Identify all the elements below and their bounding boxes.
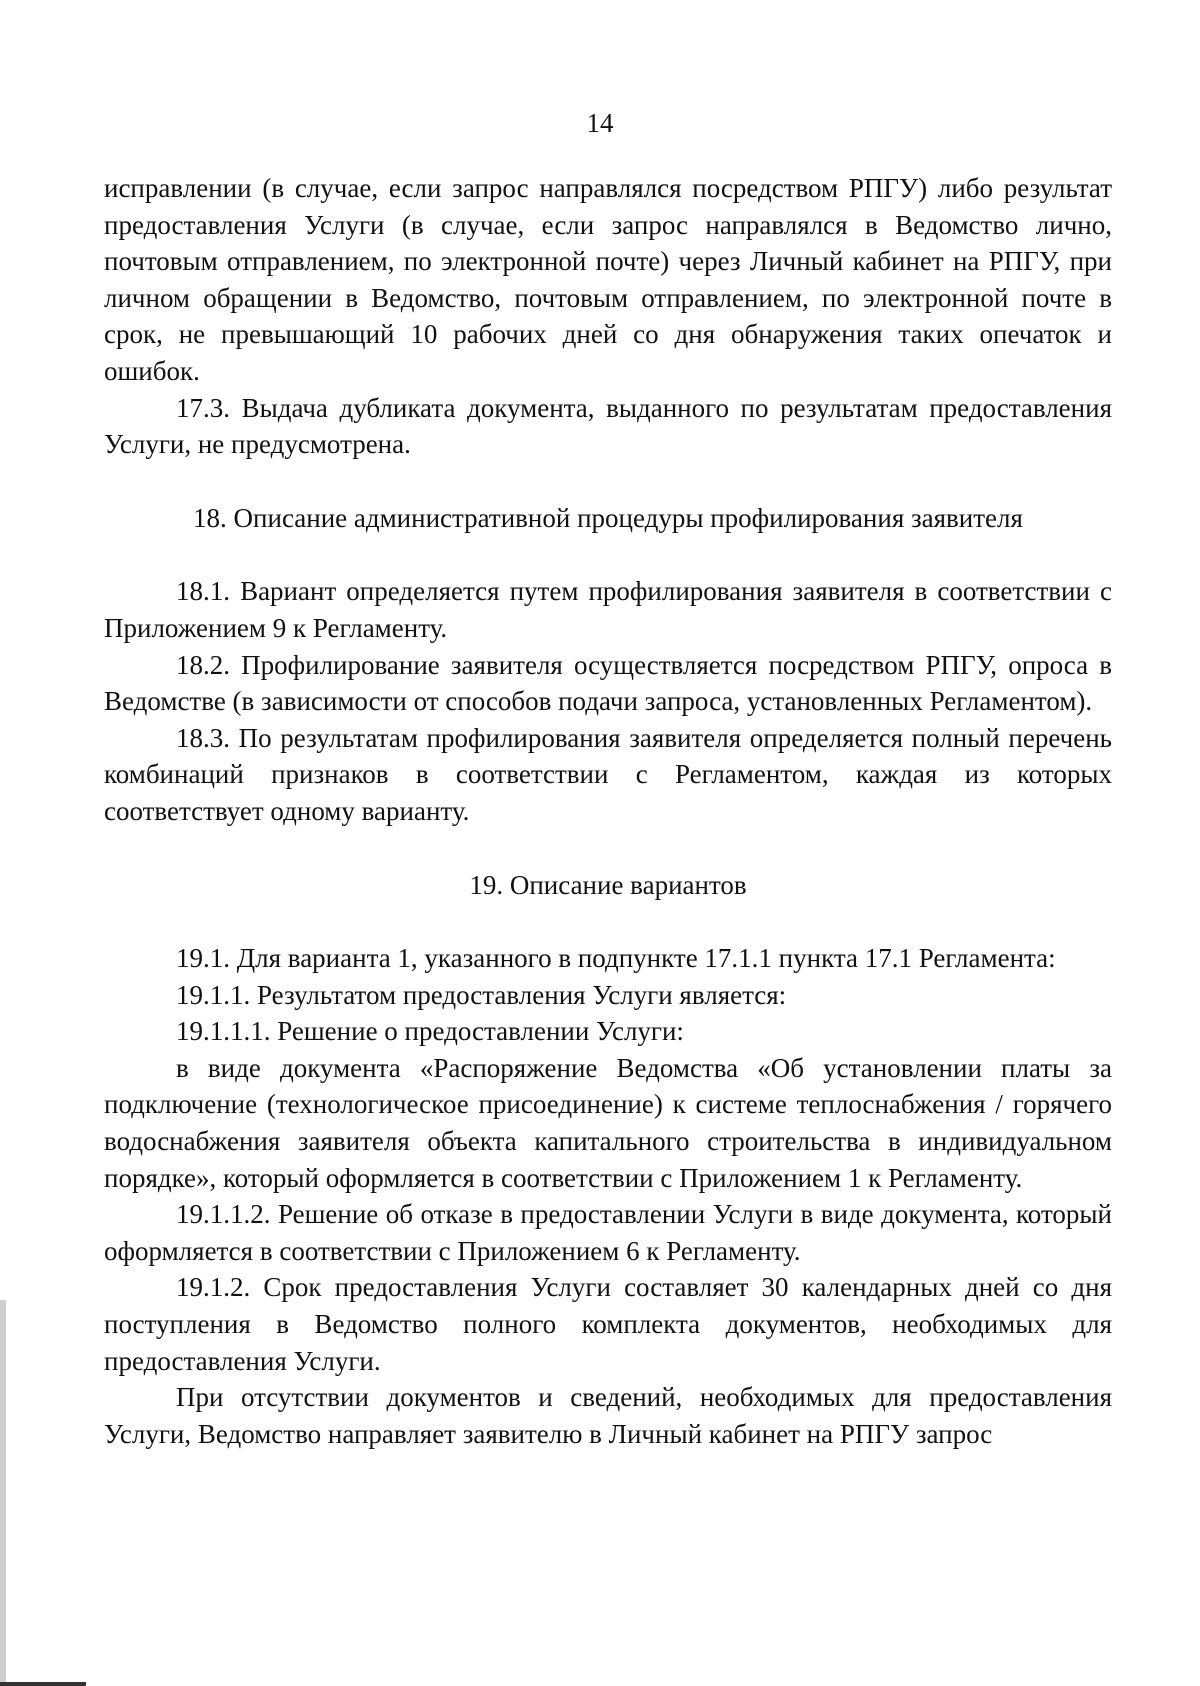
paragraph-decision-document: в виде документа «Распоряжение Ведомства «Об установлении платы за подключение (технологическое присоединение) к системе теплоснабжения / горячего водоснабжения заявителя объекта капитального строительства в индивидуальном порядке», который оформляется в соответствии с Приложением 1 к Регламенту. (104, 1052, 1112, 1193)
section-heading-19: 19. Описание вариантов (469, 869, 747, 900)
paragraph-missing-documents: При отсутствии документов и сведений, необходимых для предоставления Услуги, Ведомство направляет заявителю в Личный кабинет на РПГУ запрос (104, 1382, 1112, 1449)
paragraph-19-1-1: 19.1.1. Результатом предоставления Услуги является: (176, 979, 787, 1010)
paragraph-18-2: 18.2. Профилирование заявителя осуществляется посредством РПГУ, опроса в Ведомстве (в зависимости от способов подачи запроса, установленных Регламентом). (104, 649, 1112, 717)
document-body (104, 170, 1112, 1452)
page-number: 14 (586, 108, 614, 138)
paragraph-continuation: исправлении (в случае, если запрос направлялся посредством РПГУ) либо результат предоставления Услуги (в случае, если запрос направлялся в Ведомство лично, почтовым отправлением, по электронной почте) через Личный кабинет на РПГУ, при личном обращении в Ведомство, почтовым отправлением, по электронной почте в срок, не превышающий 10 рабочих дней со дня обнаружения таких опечаток и ошибок. (104, 173, 1112, 386)
paragraph-19-1-1-1: 19.1.1.1. Решение о предоставлении Услуги: (176, 1016, 684, 1047)
paragraph-17-3: 17.3. Выдача дубликата документа, выданного по результатам предоставления Услуги, не предусмотрена. (104, 392, 1112, 460)
paragraph-19-1-2: 19.1.2. Срок предоставления Услуги составляет 30 календарных дней со дня поступления в Ведомство полного комплекта документов, необходимых для предоставления Услуги. (104, 1272, 1112, 1376)
paragraph-18-3: 18.3. По результатам профилирования заявителя определяется полный перечень комбинаций признаков в соответствии с Регламентом, каждая из которых соответствует одному варианту. (104, 722, 1112, 826)
paragraph-18-1: 18.1. Вариант определяется путем профилирования заявителя в соответствии с Приложением 9 к Регламенту. (104, 576, 1112, 643)
paragraph-19-1-1-2: 19.1.1.2. Решение об отказе в предоставлении Услуги в виде документа, который оформляется в соответствии с Приложением 6 к Регламенту. (104, 1199, 1112, 1266)
scan-edge-shadow (0, 1300, 6, 1686)
scan-corner-mark (0, 1682, 86, 1686)
paragraph-19-1: 19.1. Для варианта 1, указанного в подпункте 17.1.1 пункта 17.1 Регламента: (176, 943, 1056, 974)
section-heading-18: 18. Описание административной процедуры профилирования заявителя (193, 502, 1023, 533)
